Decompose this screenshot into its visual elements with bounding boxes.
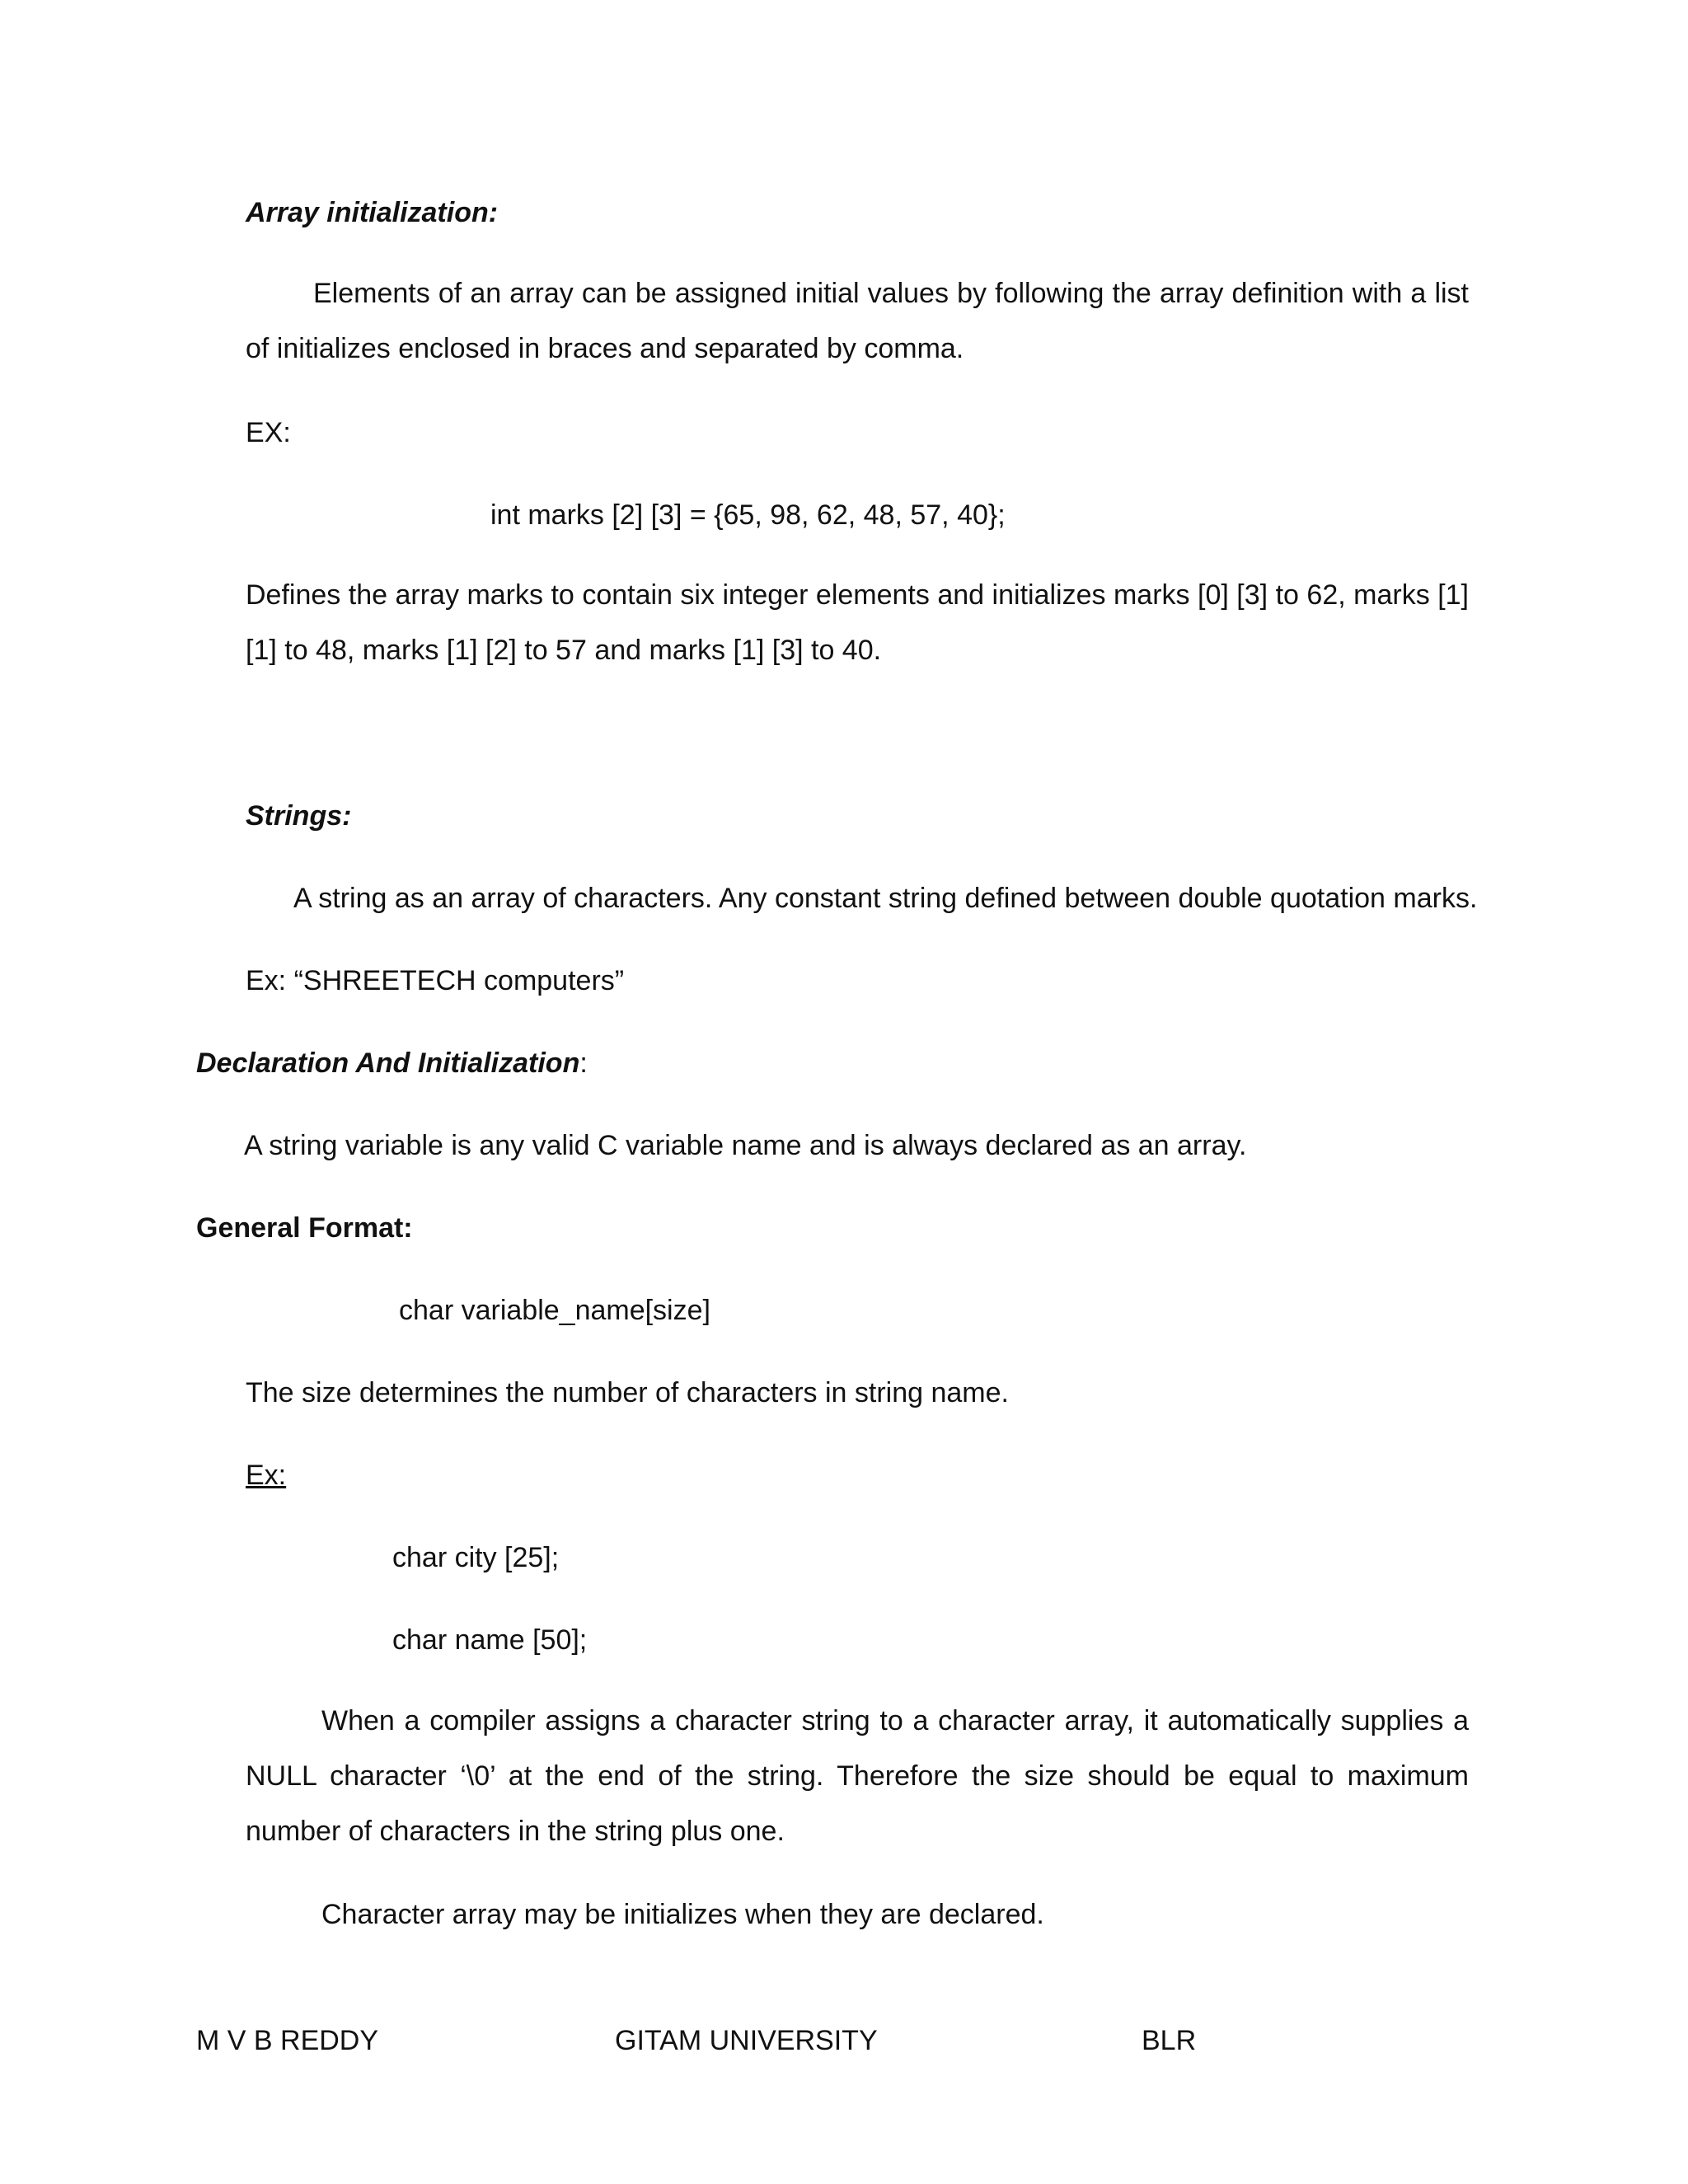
array-initialization-heading: Array initialization:: [246, 197, 499, 228]
strings-example: Ex: “SHREETECH computers”: [246, 965, 625, 996]
declaration-intro: A string variable is any valid C variable name and is always declared as an array.: [244, 1130, 1247, 1161]
declaration-ex-label: Ex:: [246, 1460, 287, 1491]
declaration-heading-line: [196, 1047, 588, 1080]
null-character-note: When a compiler assigns a character string to a character array, it automatically supplies a NULL character ‘\0’ at the end of the string. Therefore the size should be equal to maximum number of characters in the string plus one.: [246, 1705, 1469, 1847]
size-note: The size determines the number of characters in string name.: [246, 1377, 1009, 1408]
footer-university: GITAM UNIVERSITY: [615, 2025, 878, 2056]
declaration-heading: Declaration And Initialization: [196, 1047, 580, 1079]
final-note: Character array may be initializes when they are declared.: [321, 1899, 1044, 1930]
strings-intro: A string as an array of characters. Any constant string defined between double quotation marks.: [293, 883, 1478, 914]
code-line-name: char name [50];: [392, 1624, 588, 1656]
footer-author: M V B REDDY: [196, 2025, 379, 2056]
code-line-city: char city [25];: [392, 1542, 560, 1573]
general-format-heading: General Format:: [196, 1212, 413, 1244]
footer-location: BLR: [1142, 2025, 1197, 2056]
array-initialization-intro: Elements of an array can be assigned initial values by following the array definition with a list of initializes enclosed in braces and separated by comma.: [246, 278, 1469, 364]
general-format-code: char variable_name[size]: [399, 1295, 710, 1326]
array-initialization-code: int marks [2] [3] = {65, 98, 62, 48, 57, 40};: [490, 499, 1006, 531]
array-initialization-ex-label: EX:: [246, 417, 291, 448]
declaration-heading-colon: :: [579, 1047, 588, 1079]
strings-heading: Strings:: [246, 800, 352, 832]
array-initialization-explanation: Defines the array marks to contain six integer elements and initializes marks [0] [3] to 62, marks [1] [1] to 48, marks [1] [2] to 57 and marks [1] [3] to 40.: [246, 579, 1469, 666]
